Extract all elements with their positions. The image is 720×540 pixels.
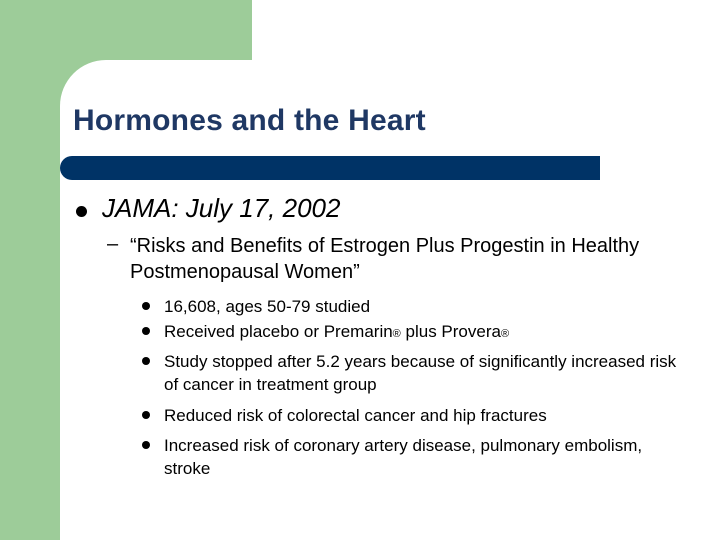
list-item-text: Reduced risk of colorectal cancer and hip fractures xyxy=(164,406,547,425)
bullet-dot xyxy=(142,441,150,449)
list-item-text xyxy=(164,320,684,346)
bullet-dot xyxy=(76,206,87,217)
level2-bullet-text: “Risks and Benefits of Estrogen Plus Progestin in Healthy Postmenopausal Women” xyxy=(130,235,640,283)
dash-bullet: – xyxy=(107,233,119,255)
title-underline-bar xyxy=(60,156,600,180)
list-item-text: Study stopped after 5.2 years because of significantly increased risk of cancer in treatment group xyxy=(164,352,677,394)
bullet-dot xyxy=(142,411,150,419)
slide-title: Hormones and the Heart xyxy=(73,104,426,137)
bullet-dot xyxy=(142,357,150,365)
level1-bullet-text: JAMA: July 17, 2002 xyxy=(102,193,341,223)
registered-mark: ® xyxy=(392,328,401,340)
bullet-dot xyxy=(142,327,150,335)
list-item-text: Increased risk of coronary artery disease, pulmonary embolism, stroke xyxy=(164,436,643,478)
item-text-part: plus Provera xyxy=(400,322,501,341)
registered-mark: ® xyxy=(500,328,510,340)
list-item-text: 16,608, ages 50-79 studied xyxy=(164,297,371,316)
item-text-part: Received placebo or Premarin xyxy=(164,322,393,341)
bullet-dot xyxy=(142,302,150,310)
